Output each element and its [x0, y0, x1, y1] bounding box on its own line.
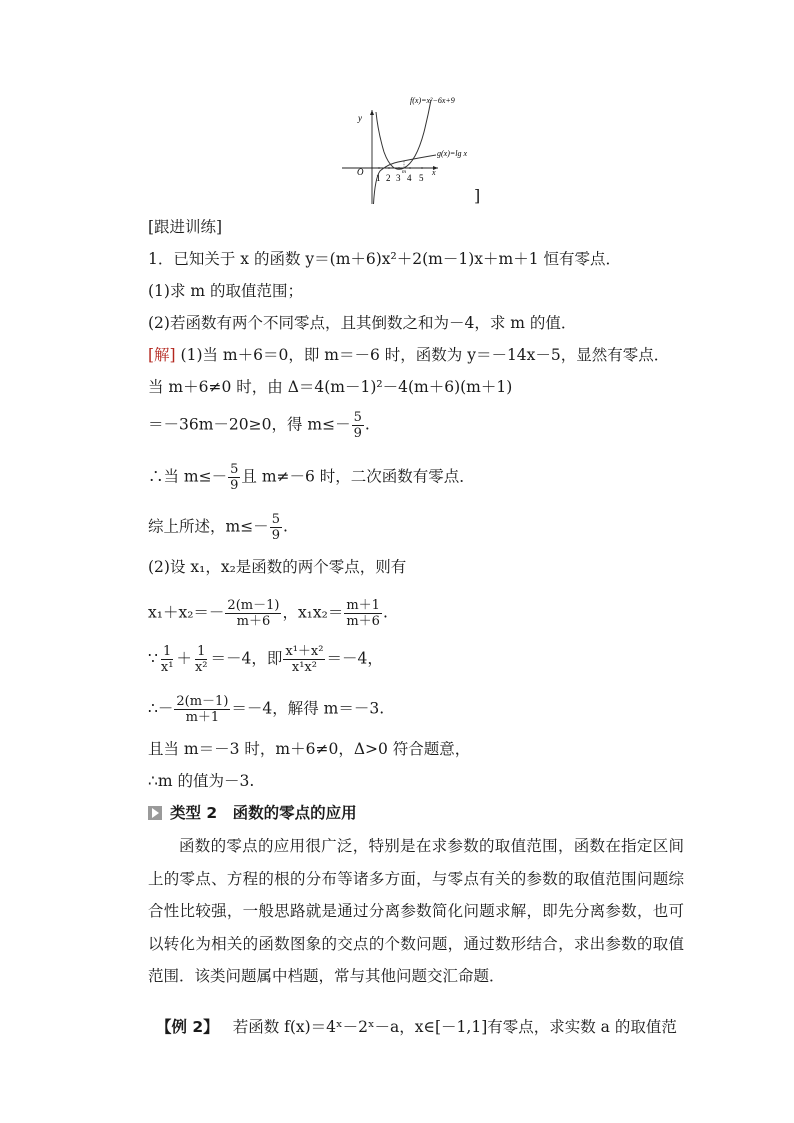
- solution-tag: [解]: [148, 346, 176, 364]
- play-triangle-icon: [148, 806, 162, 820]
- type2-body: 函数的零点的应用很广泛，特别是在求参数的取值范围，函数在指定区间上的零点、方程的根的分布等诸多方面，与零点有关的参数的取值范围问题综合性比较强，一般思路就是通过分离参数简化问题求解，即先分离参数，也可以转化为相关的函数图象的交点的个数问题，通过数形结合，求出参数的取值范围．该类问题属中档题，常与其他问题交汇命题．: [148, 837, 684, 985]
- solution-line-8: ∵ $\frac{1}{\text{x¹}}$ ＋ $\frac{1}{\text{x²}}$ ＝－4，即 $\frac{\text{x¹＋x²}}{\text{x¹x²}}$ ＝－4，: [148, 644, 383, 675]
- problem-stem: 1．已知关于 x 的函数 y＝(m＋6)x²＋2(m－1)x＋m＋1 恒有零点．: [148, 250, 621, 268]
- closing-bracket: ]: [474, 186, 481, 205]
- solution-line-2: 当 m＋6≠0 时，由 Δ＝4(m－1)²－4(m＋6)(m＋1): [148, 378, 513, 396]
- fraction: $\frac{5}{9}$: [230, 462, 239, 493]
- log-curve: [374, 155, 437, 204]
- f-label: f(x)=x²−6x+9: [410, 96, 455, 105]
- tick-label-5: 5: [419, 173, 424, 183]
- solution-line-3: ＝－36m－20≥0，得 m≤－ $\frac{5}{9}$ .: [148, 410, 370, 441]
- solution-line-5: 综上所述，m≤－ $\frac{5}{9}$ .: [148, 512, 288, 543]
- function-graph-figure: [340, 92, 490, 204]
- solution-line-7: x₁＋x₂＝－ $\frac{2(m-1)}{m+6}$ ，x₁x₂＝ $\frac{m+1}{m+6}$ .: [148, 598, 388, 629]
- parabola-curve: [376, 100, 431, 169]
- fraction: $\frac{1}{\text{x²}}$: [194, 644, 208, 675]
- fraction: $\frac{1}{\text{x¹}}$: [160, 644, 174, 675]
- section-heading: [跟进训练]: [148, 218, 223, 236]
- g-label: g(x)=lg x: [437, 149, 468, 158]
- fraction: $\frac{2(m-1)}{m+1}$: [176, 694, 229, 725]
- problem-part2: (2)若函数有两个不同零点，且其倒数之和为－4，求 m 的值．: [148, 314, 577, 332]
- solution-line-10: 且当 m＝－3 时，m＋6≠0，Δ>0 符合题意，: [148, 740, 471, 758]
- origin-label: O: [357, 167, 364, 177]
- solution-line-9: ∴－ $\frac{2(m-1)}{m+1}$ ＝－4，解得 m＝－3.: [148, 694, 385, 725]
- solution-line-1: [148, 344, 669, 366]
- solution-line-4: ∴当 m≤－ $\frac{5}{9}$ 且 m≠－6 时，二次函数有零点．: [148, 462, 475, 493]
- x-axis-label: x: [432, 168, 436, 177]
- tick-label-2: 2: [386, 173, 391, 183]
- example2-text: 若函数 f(x)＝4ˣ－2ˣ－a，x∈[－1,1]有零点，求实数 a 的取值范: [232, 1018, 677, 1036]
- solution-step-1: (1)当 m＋6＝0，即 m＝－6 时，函数为 y＝－14x－5，显然有零点．: [180, 346, 670, 364]
- solution-line-11: ∴m 的值为－3.: [148, 772, 255, 790]
- fraction: $\frac{m+1}{m+6}$: [346, 598, 380, 629]
- tick-label-1: 1: [376, 173, 381, 183]
- type2-heading: 类型 2 函数的零点的应用: [148, 802, 357, 824]
- y-axis-label: y: [358, 113, 362, 123]
- solution-line-6: (2)设 x₁，x₂是函数的两个零点，则有: [148, 558, 407, 576]
- m-label: m: [402, 169, 406, 175]
- y-axis-arrow: [370, 110, 374, 115]
- tick-label-3: 3: [396, 173, 401, 183]
- problem-part1: (1)求 m 的取值范围；: [148, 282, 304, 300]
- fraction: $\frac{2(m-1)}{m+6}$: [227, 598, 280, 629]
- fraction: $\frac{5}{9}$: [353, 410, 362, 441]
- example2-tag: 【例 2】: [156, 1018, 219, 1036]
- fraction: $\frac{\text{x¹＋x²}}{\text{x¹x²}}$: [285, 644, 324, 675]
- tick-label-4: 4: [407, 173, 412, 183]
- example2-line: [148, 1016, 677, 1038]
- fraction: $\frac{5}{9}$: [271, 512, 280, 543]
